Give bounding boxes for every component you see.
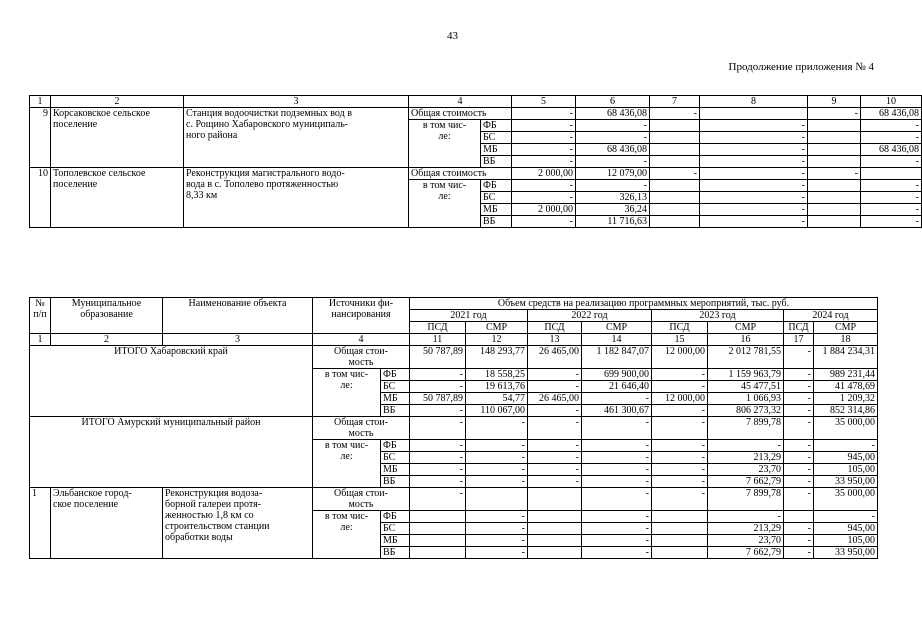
funding-source: МБ — [381, 464, 410, 476]
value-cell: - — [410, 488, 466, 511]
value-cell: - — [466, 476, 528, 488]
value-cell: - — [652, 464, 708, 476]
column-number: 1 — [30, 96, 51, 108]
value-cell — [808, 216, 861, 228]
value-cell: - — [466, 511, 528, 523]
value-cell: 7 899,78 — [708, 488, 784, 511]
header-subcolumn: СМР — [814, 322, 878, 334]
value-cell: - — [861, 204, 922, 216]
value-cell — [808, 144, 861, 156]
value-cell: 461 300,67 — [582, 405, 652, 417]
column-number: 16 — [708, 334, 784, 346]
value-cell: - — [652, 440, 708, 452]
value-cell: 1 182 847,07 — [582, 346, 652, 369]
value-cell: - — [784, 393, 814, 405]
total-cost-label: Общая стои- мость — [313, 346, 410, 369]
value-cell: 68 436,08 — [861, 108, 922, 120]
column-number: 18 — [814, 334, 878, 346]
value-cell — [652, 523, 708, 535]
funding-source: ФБ — [481, 180, 512, 192]
column-number: 5 — [512, 96, 576, 108]
value-cell — [808, 132, 861, 144]
value-cell: - — [861, 132, 922, 144]
value-cell — [466, 488, 528, 511]
value-cell: 18 558,25 — [466, 369, 528, 381]
header-year: 2024 год — [784, 310, 878, 322]
value-cell: - — [410, 440, 466, 452]
value-cell — [650, 180, 700, 192]
funding-source: БС — [481, 132, 512, 144]
value-cell — [808, 156, 861, 168]
value-cell: - — [861, 216, 922, 228]
value-cell: - — [784, 346, 814, 369]
value-cell: - — [814, 511, 878, 523]
value-cell: - — [784, 476, 814, 488]
value-cell: - — [582, 523, 652, 535]
continuation-note: Продолжение приложения № 4 — [728, 61, 874, 73]
value-cell: 945,00 — [814, 523, 878, 535]
value-cell: 54,77 — [466, 393, 528, 405]
value-cell: 945,00 — [814, 452, 878, 464]
value-cell: 110 067,00 — [466, 405, 528, 417]
value-cell: 989 231,44 — [814, 369, 878, 381]
value-cell: - — [528, 464, 582, 476]
object-name: Реконструкция водоза- борной галереи протя- женностью 1,8 км со строительством станции обработки воды — [163, 488, 313, 559]
table-row — [30, 346, 878, 369]
header-subcolumn: СМР — [582, 322, 652, 334]
value-cell: - — [576, 156, 650, 168]
value-cell: 2 012 781,55 — [708, 346, 784, 369]
value-cell — [652, 547, 708, 559]
value-cell — [528, 488, 582, 511]
value-cell: - — [512, 180, 576, 192]
value-cell: - — [784, 452, 814, 464]
funding-source: ВБ — [381, 476, 410, 488]
column-number: 4 — [313, 334, 410, 346]
table-header-row — [30, 334, 878, 346]
value-cell — [410, 511, 466, 523]
column-number: 3 — [184, 96, 409, 108]
header-volume: Объем средств на реализацию программных мероприятий, тыс. руб. — [410, 298, 878, 310]
value-cell: - — [652, 452, 708, 464]
value-cell: - — [582, 547, 652, 559]
value-cell: - — [582, 511, 652, 523]
value-cell: - — [784, 523, 814, 535]
value-cell: 2 000,00 — [512, 204, 576, 216]
value-cell: - — [410, 369, 466, 381]
value-cell — [650, 144, 700, 156]
header-subcolumn: ПСД — [784, 322, 814, 334]
value-cell: 68 436,08 — [861, 144, 922, 156]
including-label: в том чис- ле: — [409, 180, 481, 228]
column-number: 9 — [808, 96, 861, 108]
funding-source: ФБ — [381, 511, 410, 523]
total-label: ИТОГО Хабаровский край — [30, 346, 313, 417]
value-cell: 50 787,89 — [410, 346, 466, 369]
header-number: № п/п — [30, 298, 51, 334]
header-subcolumn: ПСД — [652, 322, 708, 334]
value-cell: 699 900,00 — [582, 369, 652, 381]
header-year: 2022 год — [528, 310, 652, 322]
funding-source: МБ — [481, 204, 512, 216]
value-cell: - — [582, 440, 652, 452]
table-row — [30, 108, 922, 120]
value-cell: 105,00 — [814, 464, 878, 476]
value-cell: 41 478,69 — [814, 381, 878, 393]
value-cell: 35 000,00 — [814, 488, 878, 511]
including-label: в том чис- ле: — [313, 440, 381, 488]
value-cell: - — [784, 547, 814, 559]
header-object: Наименование объекта — [163, 298, 313, 334]
municipality-name: Тополевское сельское поселение — [51, 168, 184, 228]
table-top — [29, 95, 922, 228]
value-cell: - — [861, 120, 922, 132]
value-cell: - — [808, 108, 861, 120]
value-cell: 12 000,00 — [652, 346, 708, 369]
value-cell: 26 465,00 — [528, 346, 582, 369]
page-number: 43 — [447, 30, 458, 42]
value-cell: 148 293,77 — [466, 346, 528, 369]
value-cell: - — [784, 535, 814, 547]
value-cell: - — [700, 132, 808, 144]
table-row — [30, 488, 878, 511]
column-number: 10 — [861, 96, 922, 108]
value-cell — [652, 535, 708, 547]
total-cost-label: Общая стоимость — [409, 168, 512, 180]
value-cell: 21 646,40 — [582, 381, 652, 393]
value-cell: - — [576, 132, 650, 144]
value-cell: 33 950,00 — [814, 476, 878, 488]
value-cell: - — [466, 452, 528, 464]
value-cell: 2 000,00 — [512, 168, 576, 180]
value-cell: 7 662,79 — [708, 547, 784, 559]
funding-source: МБ — [481, 144, 512, 156]
including-label: в том чис- ле: — [313, 369, 381, 417]
value-cell: 45 477,51 — [708, 381, 784, 393]
including-label: в том чис- ле: — [409, 120, 481, 168]
value-cell — [700, 108, 808, 120]
value-cell: - — [512, 108, 576, 120]
value-cell — [650, 216, 700, 228]
table-row — [30, 417, 878, 440]
value-cell: - — [652, 417, 708, 440]
value-cell: 35 000,00 — [814, 417, 878, 440]
funding-source: ФБ — [381, 369, 410, 381]
value-cell: 11 716,63 — [576, 216, 650, 228]
including-label: в том чис- ле: — [313, 511, 381, 559]
value-cell: 12 000,00 — [652, 393, 708, 405]
value-cell — [808, 192, 861, 204]
funding-source: ВБ — [481, 216, 512, 228]
column-number: 6 — [576, 96, 650, 108]
value-cell: - — [410, 452, 466, 464]
value-cell — [650, 192, 700, 204]
funding-source: ВБ — [381, 405, 410, 417]
object-name: Станция водоочистки подземных вод в с. Рощино Хабаровского муниципаль- ного района — [184, 108, 409, 168]
value-cell: - — [528, 381, 582, 393]
column-number: 17 — [784, 334, 814, 346]
value-cell: - — [700, 204, 808, 216]
value-cell — [861, 168, 922, 180]
value-cell — [410, 547, 466, 559]
value-cell — [528, 535, 582, 547]
value-cell: - — [410, 381, 466, 393]
row-number: 10 — [30, 168, 51, 228]
funding-source: МБ — [381, 535, 410, 547]
value-cell: 68 436,08 — [576, 144, 650, 156]
value-cell: - — [528, 417, 582, 440]
value-cell — [650, 204, 700, 216]
value-cell: - — [861, 156, 922, 168]
value-cell: - — [784, 405, 814, 417]
value-cell — [528, 511, 582, 523]
municipality-name: Корсаковское сельское поселение — [51, 108, 184, 168]
row-number: 9 — [30, 108, 51, 168]
column-number: 12 — [466, 334, 528, 346]
value-cell: - — [410, 464, 466, 476]
column-number: 1 — [30, 334, 51, 346]
value-cell: - — [582, 464, 652, 476]
value-cell — [650, 132, 700, 144]
funding-source: БС — [381, 381, 410, 393]
value-cell: - — [466, 523, 528, 535]
value-cell: - — [700, 216, 808, 228]
header-sources: Источники фи- нансирования — [313, 298, 410, 334]
value-cell: 1 066,93 — [708, 393, 784, 405]
funding-source: МБ — [381, 393, 410, 405]
value-cell: - — [700, 120, 808, 132]
column-number: 2 — [51, 96, 184, 108]
value-cell: - — [652, 369, 708, 381]
value-cell — [652, 511, 708, 523]
value-cell: 19 613,76 — [466, 381, 528, 393]
table-header-row — [30, 298, 878, 310]
value-cell — [410, 523, 466, 535]
value-cell: - — [528, 405, 582, 417]
value-cell: - — [576, 120, 650, 132]
value-cell: - — [784, 464, 814, 476]
table-main — [29, 297, 878, 559]
value-cell: - — [650, 108, 700, 120]
value-cell: - — [861, 192, 922, 204]
table-row — [30, 168, 922, 180]
value-cell: - — [410, 417, 466, 440]
column-number: 14 — [582, 334, 652, 346]
value-cell: 12 079,00 — [576, 168, 650, 180]
total-cost-label: Общая стоимость — [409, 108, 512, 120]
value-cell: - — [512, 216, 576, 228]
value-cell: - — [652, 381, 708, 393]
row-number: 1 — [30, 488, 51, 559]
funding-source: БС — [481, 192, 512, 204]
value-cell: - — [466, 535, 528, 547]
value-cell: - — [576, 180, 650, 192]
value-cell: - — [652, 488, 708, 511]
value-cell — [650, 156, 700, 168]
value-cell: 1 884 234,31 — [814, 346, 878, 369]
value-cell: 33 950,00 — [814, 547, 878, 559]
value-cell: 26 465,00 — [528, 393, 582, 405]
funding-source: ФБ — [381, 440, 410, 452]
value-cell: - — [410, 405, 466, 417]
header-municipality: Муниципальное образование — [51, 298, 163, 334]
header-year: 2021 год — [410, 310, 528, 322]
value-cell: - — [528, 452, 582, 464]
column-number: 13 — [528, 334, 582, 346]
value-cell: - — [808, 168, 861, 180]
value-cell: - — [512, 192, 576, 204]
table-header-row — [30, 96, 922, 108]
value-cell: - — [582, 393, 652, 405]
total-cost-label: Общая стои- мость — [313, 417, 410, 440]
value-cell — [410, 535, 466, 547]
value-cell: 806 273,32 — [708, 405, 784, 417]
municipality-name: Эльбанское город- ское поселение — [51, 488, 163, 559]
value-cell: - — [708, 440, 784, 452]
funding-source: ВБ — [481, 156, 512, 168]
value-cell: 1 159 963,79 — [708, 369, 784, 381]
value-cell: - — [861, 180, 922, 192]
value-cell: - — [700, 156, 808, 168]
value-cell: - — [784, 381, 814, 393]
value-cell: - — [410, 476, 466, 488]
column-number: 11 — [410, 334, 466, 346]
column-number: 3 — [163, 334, 313, 346]
value-cell: - — [512, 120, 576, 132]
value-cell — [528, 547, 582, 559]
object-name: Реконструкция магистрального водо- вода в с. Тополево протяженностью 8,33 км — [184, 168, 409, 228]
column-number: 15 — [652, 334, 708, 346]
header-year: 2023 год — [652, 310, 784, 322]
value-cell: - — [784, 417, 814, 440]
value-cell: 68 436,08 — [576, 108, 650, 120]
value-cell: 7 662,79 — [708, 476, 784, 488]
value-cell — [528, 523, 582, 535]
value-cell: - — [466, 440, 528, 452]
value-cell: - — [582, 417, 652, 440]
value-cell: 213,29 — [708, 452, 784, 464]
value-cell: - — [582, 535, 652, 547]
header-subcolumn: СМР — [708, 322, 784, 334]
funding-source: БС — [381, 452, 410, 464]
value-cell: 50 787,89 — [410, 393, 466, 405]
column-number: 7 — [650, 96, 700, 108]
value-cell: - — [650, 168, 700, 180]
header-subcolumn: ПСД — [410, 322, 466, 334]
value-cell: - — [512, 156, 576, 168]
column-number: 4 — [409, 96, 512, 108]
value-cell: 326,13 — [576, 192, 650, 204]
value-cell: - — [582, 488, 652, 511]
value-cell — [808, 180, 861, 192]
value-cell: - — [814, 440, 878, 452]
value-cell: - — [708, 511, 784, 523]
value-cell: 1 209,32 — [814, 393, 878, 405]
value-cell: - — [528, 476, 582, 488]
value-cell — [808, 120, 861, 132]
header-subcolumn: ПСД — [528, 322, 582, 334]
value-cell: - — [700, 144, 808, 156]
value-cell: 105,00 — [814, 535, 878, 547]
value-cell — [808, 204, 861, 216]
value-cell: - — [700, 180, 808, 192]
value-cell: - — [466, 417, 528, 440]
value-cell: 852 314,86 — [814, 405, 878, 417]
total-cost-label: Общая стои- мость — [313, 488, 410, 511]
funding-source: ФБ — [481, 120, 512, 132]
column-number: 8 — [700, 96, 808, 108]
column-number: 2 — [51, 334, 163, 346]
value-cell: - — [700, 192, 808, 204]
value-cell: - — [700, 168, 808, 180]
value-cell: 36,24 — [576, 204, 650, 216]
funding-source: БС — [381, 523, 410, 535]
value-cell: - — [528, 440, 582, 452]
value-cell: - — [652, 405, 708, 417]
value-cell: - — [582, 452, 652, 464]
value-cell: - — [652, 476, 708, 488]
value-cell: - — [582, 476, 652, 488]
header-subcolumn: СМР — [466, 322, 528, 334]
value-cell: - — [466, 547, 528, 559]
value-cell: 213,29 — [708, 523, 784, 535]
value-cell: - — [784, 369, 814, 381]
value-cell: 23,70 — [708, 464, 784, 476]
total-label: ИТОГО Амурский муниципальный район — [30, 417, 313, 488]
value-cell: - — [512, 144, 576, 156]
value-cell: 7 899,78 — [708, 417, 784, 440]
funding-source: ВБ — [381, 547, 410, 559]
value-cell: - — [784, 488, 814, 511]
value-cell — [784, 511, 814, 523]
value-cell: - — [466, 464, 528, 476]
value-cell: - — [528, 369, 582, 381]
value-cell: 23,70 — [708, 535, 784, 547]
value-cell: - — [512, 132, 576, 144]
value-cell: - — [784, 440, 814, 452]
value-cell — [650, 120, 700, 132]
